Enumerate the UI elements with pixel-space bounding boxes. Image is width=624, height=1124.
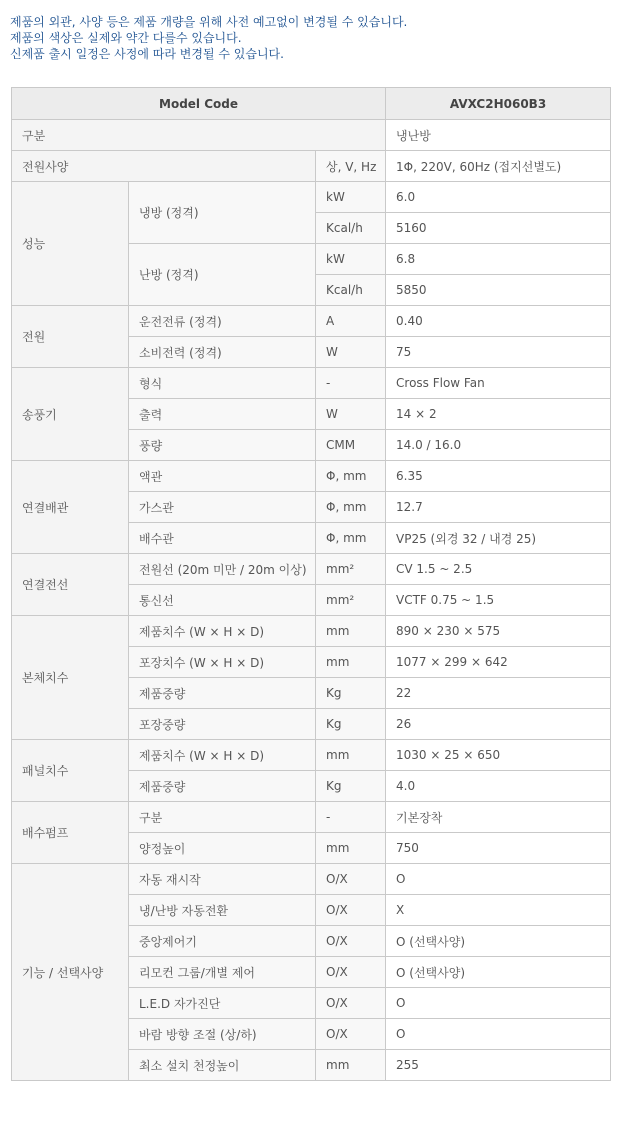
unit-cell: kW (316, 244, 386, 275)
unit-cell: Φ, mm (316, 523, 386, 554)
type-value: 냉난방 (386, 120, 611, 151)
value-cell: 4.0 (386, 771, 611, 802)
value-cell: 14.0 / 16.0 (386, 430, 611, 461)
unit-cell: O/X (316, 864, 386, 895)
item-label: 운전전류 (정격) (129, 306, 316, 337)
value-cell: VP25 (외경 32 / 내경 25) (386, 523, 611, 554)
unit-cell: Kg (316, 771, 386, 802)
notice-line: 제품의 외관, 사양 등은 제품 개량을 위해 사전 예고없이 변경될 수 있습니다. (10, 15, 408, 29)
unit-cell: Kg (316, 678, 386, 709)
value-cell: 0.40 (386, 306, 611, 337)
item-label: 액관 (129, 461, 316, 492)
item-label: 제품치수 (W × H × D) (129, 616, 316, 647)
unit-cell: - (316, 368, 386, 399)
unit-cell: mm² (316, 585, 386, 616)
item-label: 최소 설치 천정높이 (129, 1050, 316, 1081)
item-label: 배수관 (129, 523, 316, 554)
value-cell: O (386, 988, 611, 1019)
unit-cell: mm (316, 833, 386, 864)
notice-line: 제품의 색상은 실제와 약간 다를수 있습니다. (10, 31, 242, 45)
table-row (12, 802, 611, 833)
item-label: 제품중량 (129, 771, 316, 802)
value-cell: 22 (386, 678, 611, 709)
unit-cell: Kcal/h (316, 275, 386, 306)
value-cell: 6.35 (386, 461, 611, 492)
unit-cell: CMM (316, 430, 386, 461)
item-label: L.E.D 자가진단 (129, 988, 316, 1019)
value-cell: O (386, 864, 611, 895)
table-row (12, 616, 611, 647)
unit-cell: O/X (316, 895, 386, 926)
unit-cell: mm (316, 616, 386, 647)
spec-table (11, 87, 611, 1081)
value-cell: 1030 × 25 × 650 (386, 740, 611, 771)
table-row (12, 554, 611, 585)
value-cell: 890 × 230 × 575 (386, 616, 611, 647)
notice-line: 신제품 출시 일정은 사정에 따라 변경될 수 있습니다. (10, 47, 284, 61)
unit-cell: A (316, 306, 386, 337)
model-code-value: AVXC2H060B3 (386, 88, 611, 120)
item-label: 형식 (129, 368, 316, 399)
table-row (12, 151, 611, 182)
value-cell: O (선택사양) (386, 957, 611, 988)
item-label: 가스관 (129, 492, 316, 523)
group-label: 연결배관 (12, 461, 129, 554)
item-label: 자동 재시작 (129, 864, 316, 895)
value-cell: 기본장착 (386, 802, 611, 833)
table-header-row (12, 88, 611, 120)
group-label: 연결전선 (12, 554, 129, 616)
unit-cell: mm (316, 647, 386, 678)
value-cell: O (386, 1019, 611, 1050)
power-spec-unit: 상, V, Hz (316, 151, 386, 182)
unit-cell: - (316, 802, 386, 833)
value-cell: 5160 (386, 213, 611, 244)
item-label: 냉/난방 자동전환 (129, 895, 316, 926)
unit-cell: O/X (316, 1019, 386, 1050)
value-cell: O (선택사양) (386, 926, 611, 957)
table-row (12, 306, 611, 337)
item-label: 양정높이 (129, 833, 316, 864)
unit-cell: Kg (316, 709, 386, 740)
item-label: 바람 방향 조절 (상/하) (129, 1019, 316, 1050)
table-row (12, 461, 611, 492)
item-label: 중앙제어기 (129, 926, 316, 957)
unit-cell: mm² (316, 554, 386, 585)
item-label: 출력 (129, 399, 316, 430)
group-label: 전원 (12, 306, 129, 368)
value-cell: 14 × 2 (386, 399, 611, 430)
unit-cell: O/X (316, 926, 386, 957)
item-label: 리모컨 그룹/개별 제어 (129, 957, 316, 988)
group-label: 성능 (12, 182, 129, 306)
notice-text (10, 14, 610, 62)
item-label: 난방 (정격) (129, 244, 316, 306)
value-cell: 12.7 (386, 492, 611, 523)
group-label: 본체치수 (12, 616, 129, 740)
item-label: 구분 (129, 802, 316, 833)
item-label: 통신선 (129, 585, 316, 616)
table-row (12, 182, 611, 213)
unit-cell: kW (316, 182, 386, 213)
unit-cell: O/X (316, 957, 386, 988)
unit-cell: W (316, 399, 386, 430)
table-row (12, 864, 611, 895)
value-cell: 255 (386, 1050, 611, 1081)
model-code-label: Model Code (12, 88, 386, 120)
item-label: 제품중량 (129, 678, 316, 709)
unit-cell: W (316, 337, 386, 368)
item-label: 전원선 (20m 미만 / 20m 이상) (129, 554, 316, 585)
group-label: 배수펌프 (12, 802, 129, 864)
group-label: 기능 / 선택사양 (12, 864, 129, 1081)
value-cell: 1077 × 299 × 642 (386, 647, 611, 678)
unit-cell: mm (316, 740, 386, 771)
unit-cell: Kcal/h (316, 213, 386, 244)
table-row (12, 368, 611, 399)
value-cell: X (386, 895, 611, 926)
item-label: 제품치수 (W × H × D) (129, 740, 316, 771)
value-cell: 6.8 (386, 244, 611, 275)
value-cell: 75 (386, 337, 611, 368)
table-row (12, 740, 611, 771)
group-label: 패널치수 (12, 740, 129, 802)
value-cell: 6.0 (386, 182, 611, 213)
value-cell: Cross Flow Fan (386, 368, 611, 399)
value-cell: VCTF 0.75 ~ 1.5 (386, 585, 611, 616)
power-spec-value: 1Φ, 220V, 60Hz (접지선별도) (386, 151, 611, 182)
table-row (12, 120, 611, 151)
value-cell: 5850 (386, 275, 611, 306)
type-label: 구분 (12, 120, 386, 151)
value-cell: 26 (386, 709, 611, 740)
item-label: 소비전력 (정격) (129, 337, 316, 368)
value-cell: 750 (386, 833, 611, 864)
item-label: 포장중량 (129, 709, 316, 740)
unit-cell: O/X (316, 988, 386, 1019)
item-label: 풍량 (129, 430, 316, 461)
unit-cell: Φ, mm (316, 461, 386, 492)
unit-cell: mm (316, 1050, 386, 1081)
power-spec-label: 전원사양 (12, 151, 316, 182)
group-label: 송풍기 (12, 368, 129, 461)
item-label: 냉방 (정격) (129, 182, 316, 244)
item-label: 포장치수 (W × H × D) (129, 647, 316, 678)
value-cell: CV 1.5 ~ 2.5 (386, 554, 611, 585)
unit-cell: Φ, mm (316, 492, 386, 523)
